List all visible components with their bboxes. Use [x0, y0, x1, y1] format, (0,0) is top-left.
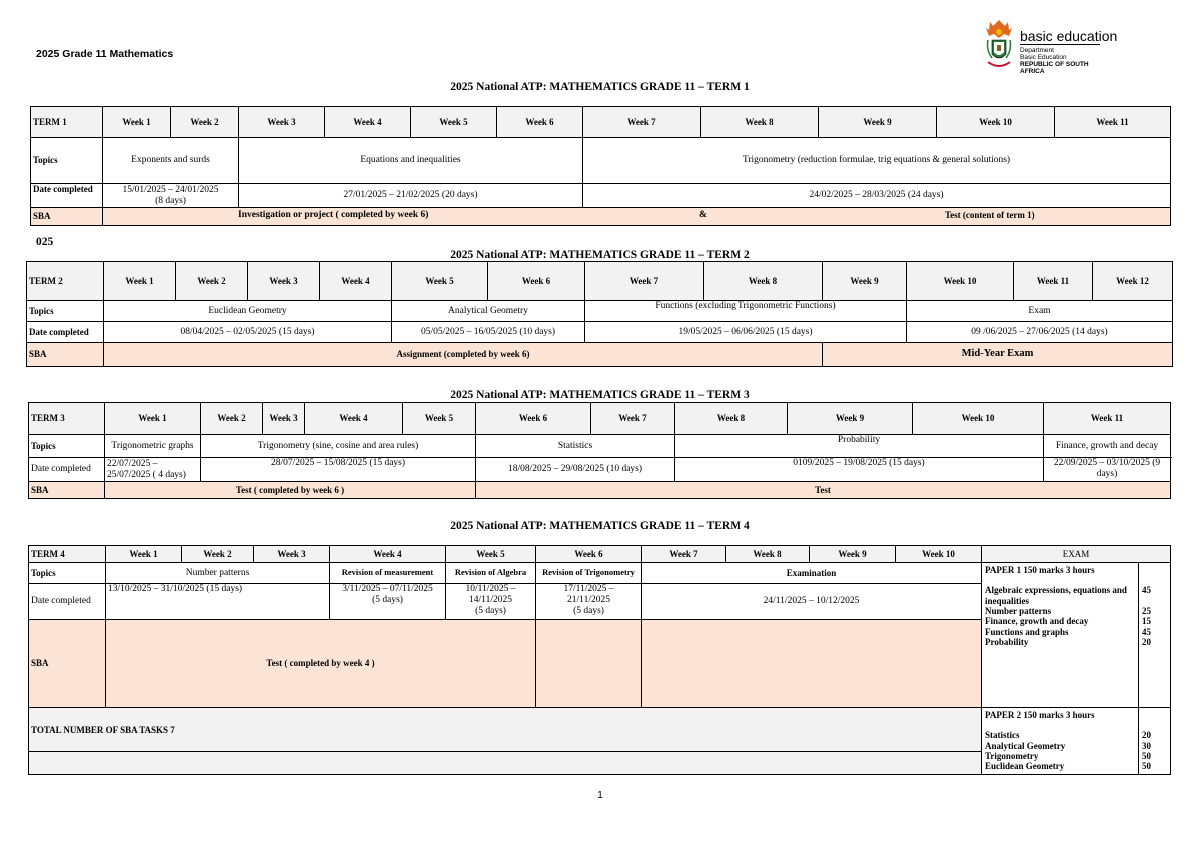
week-header: Week 8: [726, 546, 810, 563]
week-header: Week 11: [1055, 107, 1171, 138]
sba-cell: Test ( completed by week 4 ): [106, 620, 536, 708]
logo-line-1: Department: [1020, 47, 1054, 54]
document-title: 2025 Grade 11 Mathematics: [36, 48, 174, 60]
term1-week-row: [31, 107, 1171, 138]
paper1-mark: 45: [1142, 626, 1151, 637]
sba-cell: Assignment (completed by week 6): [104, 343, 823, 367]
paper2-topic: Trigonometry: [985, 751, 1039, 762]
topic-cell: Number patterns: [106, 563, 330, 584]
week-header: Week 3: [248, 262, 320, 301]
paper2-topic: Euclidean Geometry: [985, 761, 1065, 772]
week-header: Week 2: [201, 403, 263, 435]
sba-empty-cell: [642, 620, 982, 708]
row-label: Topics: [29, 563, 106, 584]
paper1-marks: [1139, 563, 1171, 708]
term2-title: 2025 National ATP: MATHEMATICS GRADE 11 – TERM 2: [450, 249, 750, 261]
row-label: Topics: [31, 138, 103, 184]
row-label: Date completed: [31, 184, 103, 208]
paper1-mark: 45: [1142, 585, 1151, 596]
paper2-mark: 50: [1142, 761, 1151, 772]
topic-cell: Examination: [642, 563, 982, 584]
sba-cell: Test: [476, 482, 1171, 499]
sba-cell: Mid-Year Exam: [823, 343, 1173, 367]
date-cell: 22/09/2025 – 03/10/2025 (9 days): [1044, 458, 1171, 482]
sba-ampersand: &: [699, 210, 707, 220]
term4-table: [28, 545, 1171, 775]
paper2-topic: Analytical Geometry: [985, 740, 1066, 751]
date-cell: [330, 584, 446, 620]
paper2-marks: [1139, 708, 1171, 775]
term2-week-row: [27, 262, 1173, 301]
topic-cell: Revision of measurement: [330, 563, 446, 584]
date-days: (8 days): [155, 195, 186, 206]
week-header: Week 10: [913, 403, 1044, 435]
date-range: 21/11/2025: [567, 594, 610, 605]
week-header: Week 9: [823, 262, 907, 301]
week-header: Week 2: [182, 546, 254, 563]
topic-cell: Statistics: [476, 435, 675, 458]
week-header: Week 1: [104, 262, 176, 301]
date-days: (5 days): [372, 594, 403, 605]
topic-cell: Trigonometric graphs: [105, 435, 201, 458]
date-days: (5 days): [475, 605, 506, 616]
topic-cell: Revision of Trigonometry: [536, 563, 642, 584]
row-label: Date completed: [29, 584, 106, 620]
logo-divider: [1020, 44, 1100, 45]
week-header: Week 4: [320, 262, 392, 301]
week-header: Week 1: [105, 403, 201, 435]
week-header: Week 10: [937, 107, 1055, 138]
page-number: 1: [597, 790, 603, 801]
week-header: Week 10: [907, 262, 1014, 301]
week-header: Week 6: [476, 403, 591, 435]
paper1-topic: Algebraic expressions, equations and inequalities: [985, 585, 1127, 606]
date-cell: [446, 584, 536, 620]
date-cell: 05/05/2025 – 16/05/2025 (10 days): [392, 322, 585, 343]
paper1-heading: PAPER 1 150 marks 3 hours: [985, 565, 1095, 575]
week-header: Week 12: [1093, 262, 1173, 301]
week-header: Week 4: [330, 546, 446, 563]
date-days: 25/07/2025 ( 4 days): [107, 469, 186, 480]
exam-header: EXAM: [982, 546, 1171, 563]
week-header: Week 3: [254, 546, 330, 563]
week-header: Week 3: [263, 403, 305, 435]
logo-line-3: REPUBLIC OF SOUTH AFRICA: [1020, 61, 1089, 75]
topic-cell: Trigonometry (reduction formulae, trig equations & general solutions): [583, 138, 1171, 184]
date-range: 10/11/2025 –: [465, 584, 516, 594]
week-header: Week 5: [392, 262, 488, 301]
paper1-mark: 20: [1142, 637, 1151, 648]
topic-cell: Finance, growth and decay: [1044, 435, 1171, 458]
date-cell: [103, 184, 239, 208]
row-label: SBA: [27, 343, 104, 367]
sba-cell: Test ( completed by week 6 ): [105, 482, 476, 499]
sba-empty-cell: [536, 620, 642, 708]
week-header: Week 4: [325, 107, 411, 138]
term4-total-row: [29, 708, 1171, 752]
paper1-mark: 25: [1142, 606, 1151, 617]
coat-of-arms-icon: [984, 18, 1014, 72]
week-header: Week 4: [305, 403, 403, 435]
week-header: Week 5: [446, 546, 536, 563]
row-label: Topics: [27, 301, 104, 322]
date-cell: 18/08/2025 – 29/08/2025 (10 days): [476, 458, 675, 482]
topic-cell: Functions (excluding Trigonometric Functions): [585, 301, 907, 322]
sba-cell: [103, 208, 1171, 226]
row-label: SBA: [29, 620, 106, 708]
week-header: Week 7: [642, 546, 726, 563]
term3-sba-row: [29, 482, 1171, 499]
week-header: Week 8: [701, 107, 819, 138]
term2-table: [26, 261, 1173, 367]
term1-sba-row: [31, 208, 1171, 226]
total-sba-tasks: TOTAL NUMBER OF SBA TASKS 7: [29, 708, 982, 752]
date-cell: 08/04/2025 – 02/05/2025 (15 days): [104, 322, 392, 343]
paper1-topic: Number patterns: [985, 606, 1052, 617]
term3-week-row: [29, 403, 1171, 435]
date-cell: 27/01/2025 – 21/02/2025 (20 days): [239, 184, 583, 208]
topic-cell: Exam: [907, 301, 1173, 322]
topic-cell: Probability: [675, 435, 1044, 458]
topic-cell: Equations and inequalities: [239, 138, 583, 184]
date-cell: 09 /06/2025 – 27/06/2025 (14 days): [907, 322, 1173, 343]
week-header: Week 1: [103, 107, 171, 138]
paper1-topic: Finance, growth and decay: [985, 616, 1089, 627]
term1-dates-row: [31, 184, 1171, 208]
logo-brand: basic education: [1020, 28, 1118, 44]
week-header: Week 6: [497, 107, 583, 138]
week-header: Week 8: [704, 262, 823, 301]
row-label: Date completed: [27, 322, 104, 343]
logo-line-2: Basic Education: [1020, 54, 1067, 61]
row-label: Date completed: [29, 458, 105, 482]
term1-table: [30, 106, 1171, 226]
paper2-mark: 30: [1142, 740, 1151, 751]
term-label: TERM 1: [31, 107, 103, 138]
paper2-mark: 50: [1142, 751, 1151, 762]
term3-topics-row: [29, 435, 1171, 458]
date-cell: 19/05/2025 – 06/06/2025 (15 days): [585, 322, 907, 343]
week-header: Week 9: [819, 107, 937, 138]
term2-dates-row: [27, 322, 1173, 343]
term4-topics-row: [29, 563, 1171, 584]
week-header: Week 9: [810, 546, 896, 563]
term4-title: 2025 National ATP: MATHEMATICS GRADE 11 – TERM 4: [450, 520, 750, 532]
sba-task: Investigation or project ( completed by week 6): [238, 210, 429, 220]
date-cell: 13/10/2025 – 31/10/2025 (15 days): [106, 584, 330, 620]
week-header: Week 3: [239, 107, 325, 138]
paper2-mark: 20: [1142, 730, 1151, 741]
sba-task: Test (content of term 1): [945, 210, 1035, 220]
paper2-breakdown: [982, 708, 1139, 775]
date-cell: 0109/2025 – 19/08/2025 (15 days): [675, 458, 1044, 482]
date-range: 14/11/2025: [469, 594, 512, 605]
week-header: Week 8: [675, 403, 788, 435]
paper1-mark: 15: [1142, 616, 1151, 627]
topic-cell: Revision of Algebra: [446, 563, 536, 584]
paper2-heading: PAPER 2 150 marks 3 hours: [985, 710, 1095, 720]
topic-cell: Euclidean Geometry: [104, 301, 392, 322]
date-days: (5 days): [573, 605, 604, 616]
date-cell: [105, 458, 201, 482]
week-header: Week 5: [411, 107, 497, 138]
week-header: Week 7: [583, 107, 701, 138]
term3-dates-row: [29, 458, 1171, 482]
date-range: 17/11/2025 –: [563, 584, 614, 594]
week-header: Week 11: [1044, 403, 1171, 435]
week-header: Week 9: [788, 403, 913, 435]
week-header: Week 2: [176, 262, 248, 301]
paper1-topic: Probability: [985, 637, 1029, 648]
date-cell: 28/07/2025 – 15/08/2025 (15 days): [201, 458, 476, 482]
topic-cell: Analytical Geometry: [392, 301, 585, 322]
term2-sba-row: [27, 343, 1173, 367]
row-label: Topics: [29, 435, 105, 458]
term-label: TERM 3: [29, 403, 105, 435]
term1-topics-row: [31, 138, 1171, 184]
week-header: Week 6: [488, 262, 585, 301]
week-header: Week 5: [403, 403, 476, 435]
paper1-breakdown: [982, 563, 1139, 708]
term2-topics-row: [27, 301, 1173, 322]
date-range: 3/11/2025 – 07/11/2025: [342, 584, 433, 594]
term1-title: 2025 National ATP: MATHEMATICS GRADE 11 – TERM 1: [450, 81, 750, 93]
term3-title: 2025 National ATP: MATHEMATICS GRADE 11 – TERM 3: [450, 389, 750, 401]
date-cell: [536, 584, 642, 620]
paper1-topic: Functions and graphs: [985, 626, 1069, 637]
term3-table: [28, 402, 1171, 499]
blank-cell: [29, 752, 982, 774]
row-label: SBA: [29, 482, 105, 499]
topic-cell: Trigonometry (sine, cosine and area rules): [201, 435, 476, 458]
date-cell: 24/11/2025 – 10/12/2025: [642, 584, 982, 620]
dbe-logo: [984, 18, 1118, 75]
term-label: TERM 4: [29, 546, 106, 563]
paper2-topic: Statistics: [985, 730, 1020, 741]
row-label: SBA: [31, 208, 103, 226]
stray-text: 025: [36, 236, 54, 248]
term-label: TERM 2: [27, 262, 104, 301]
week-header: Week 10: [896, 546, 982, 563]
week-header: Week 11: [1014, 262, 1093, 301]
topic-cell: Exponents and surds: [103, 138, 239, 184]
date-range: 15/01/2025 – 24/01/2025: [122, 184, 219, 195]
date-range: 22/07/2025 –: [107, 458, 158, 469]
week-header: Week 7: [591, 403, 675, 435]
date-cell: 24/02/2025 – 28/03/2025 (24 days): [583, 184, 1171, 208]
week-header: Week 1: [106, 546, 182, 563]
term4-week-row: [29, 546, 1171, 563]
week-header: Week 2: [171, 107, 239, 138]
week-header: Week 7: [585, 262, 704, 301]
week-header: Week 6: [536, 546, 642, 563]
